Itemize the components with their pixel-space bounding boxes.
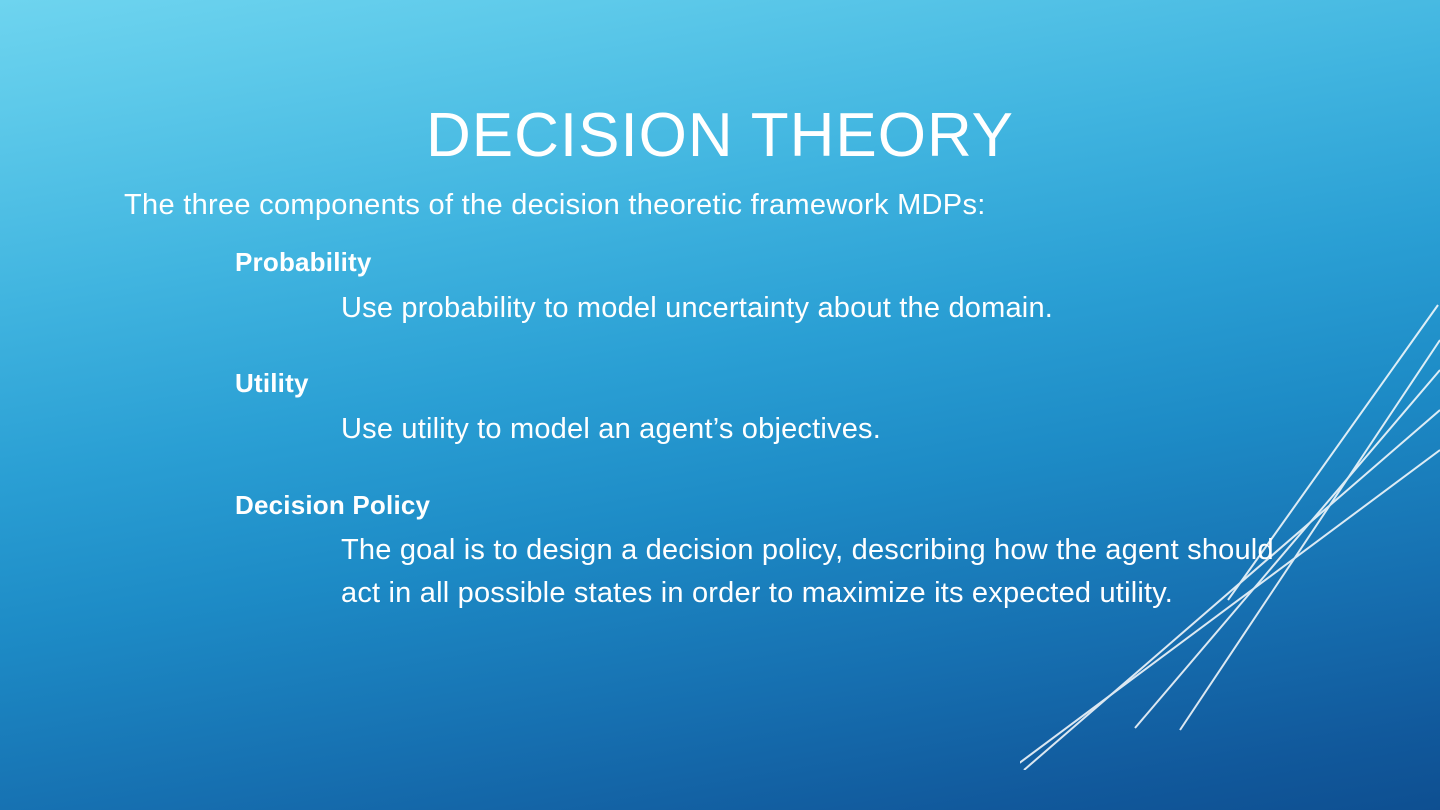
item-body-utility: Use utility to model an agent’s objectives.	[341, 412, 882, 445]
list-item	[235, 246, 1355, 329]
page-title: DECISION THEORY	[425, 100, 1015, 170]
list-item	[235, 489, 1355, 615]
item-heading-utility: Utility	[235, 368, 309, 399]
list-item	[235, 367, 1355, 450]
item-body-probability: Use probability to model uncertainty about the domain.	[341, 291, 1054, 324]
item-heading-probability: Probability	[235, 247, 372, 277]
item-body-decision-policy: The goal is to design a decision policy, describing how the agent should act in all possible states in order to maximize its expected utility.	[341, 534, 1274, 610]
item-heading-decision-policy: Decision Policy	[235, 489, 431, 520]
intro-text: The three components of the decision theoretic framework MDPs:	[124, 189, 986, 221]
content-list	[235, 246, 1355, 615]
